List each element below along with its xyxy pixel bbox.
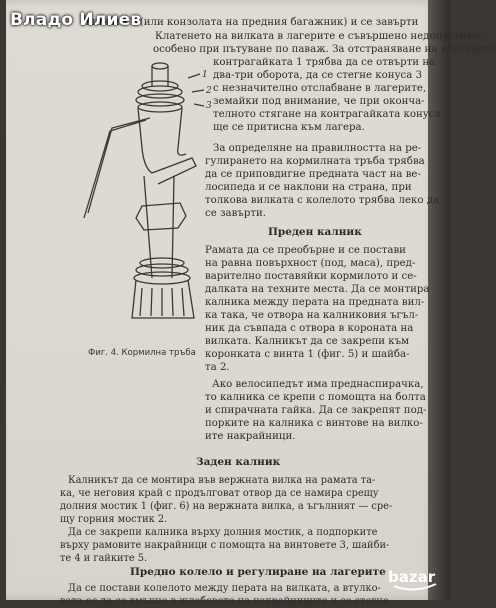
figure-label: 2 bbox=[206, 86, 212, 96]
text-line: се завърти. bbox=[205, 208, 267, 219]
section-heading-front-wheel: Предно колело и регулиране на лагерите bbox=[130, 566, 386, 578]
text-line: ка, че неговия край с продълговат отвор да се намира срещу bbox=[60, 488, 379, 499]
text-line: и спирачната гайка. Да се закрепят под- bbox=[205, 405, 427, 416]
text-line: коронката с винта 1 (фиг. 5) и шайба- bbox=[205, 349, 410, 360]
section-heading-front-fender: Преден калник bbox=[268, 226, 362, 238]
text-line: Калникът да се монтира във вержната вилка на рамата та- bbox=[68, 475, 376, 486]
text-line: За определяне на правилността на ре- bbox=[213, 143, 422, 154]
figure-caption: Фиг. 4. Кормилна тръба bbox=[88, 348, 196, 358]
text-line: вата ос да се вмъкне в жлебовете на накрайниците и се стегне bbox=[60, 596, 389, 607]
seller-watermark: Владо Илиев bbox=[10, 10, 142, 30]
text-line: на равна повърхност (под, маса), пред- bbox=[205, 258, 416, 269]
text-line: Рамата да се преобърне и се постави bbox=[205, 245, 406, 256]
text-line: Клатенето на вилката в лагерите е съвършено недопустимо, bbox=[155, 31, 484, 42]
bazar-logo-icon bbox=[386, 556, 446, 596]
page-edge bbox=[428, 0, 450, 600]
text-line: телното стягане на контрагайката конуса bbox=[213, 109, 441, 120]
text-line: щу горния мостик 2. bbox=[60, 514, 168, 525]
text-line: та 2. bbox=[205, 362, 230, 373]
text-line: далката на техните места. Да се монтира bbox=[205, 284, 430, 295]
text-line: гулирането на кормилната тръба трябва bbox=[205, 156, 425, 167]
text-line: лосипеда и се наклони на страна, при bbox=[205, 182, 412, 193]
figure-label: 3 bbox=[206, 101, 212, 111]
text-line: ник да съвпада с отвора в короната на bbox=[205, 323, 414, 334]
text-line: да се приповдигне предната част на ве- bbox=[205, 169, 421, 180]
text-line: ка така, че отвора на калниковия ъгъл- bbox=[205, 310, 419, 321]
text-line: два-три оборота, да се стегне конуса 3 bbox=[213, 70, 423, 81]
text-line: Да се постави колелото между перата на вилката, а втулко- bbox=[68, 583, 381, 594]
section-heading-rear-fender: Заден калник bbox=[196, 456, 281, 468]
text-line: ите накрайници. bbox=[205, 431, 296, 442]
text-line: вилката. Калникът да се закрепи към bbox=[205, 336, 410, 347]
text-line: Ако велосипедът има преднаспирачка, bbox=[212, 379, 424, 390]
text-line: земайки под внимание, че при оконча- bbox=[213, 96, 425, 107]
text-line: калника между перата на предната вил- bbox=[205, 297, 425, 308]
text-line: толкова вилката с колелото трябва леко да bbox=[205, 195, 440, 206]
text-line: шината 2 (или конзолата на предния багажник) и се завърти bbox=[86, 17, 419, 28]
figure-label: 1 bbox=[202, 70, 208, 80]
svg-text:bazar: bazar bbox=[388, 568, 436, 586]
text-line: варително поставяйки кормилото и се- bbox=[205, 271, 417, 282]
text-line: Да се закрепи калника върху долния мостик, а подпорките bbox=[68, 527, 378, 538]
text-line: долния мостик 1 (фиг. 6) на вержната вилка, а ъгълният — сре- bbox=[60, 501, 393, 512]
text-line: то калника се крепи с помощта на болта bbox=[205, 392, 426, 403]
text-line: контрагайката 1 трябва да се отвърти на bbox=[213, 57, 436, 68]
text-line: порките на калника с винтове на вилко- bbox=[205, 418, 423, 429]
text-line: особено при пътуване по паваж. За отстраняване на клатенето bbox=[153, 44, 496, 55]
steering-tube-figure bbox=[82, 58, 212, 343]
text-line: върху рамовите накрайници с помощта на винтовете 3, шайби- bbox=[60, 540, 390, 551]
text-line: ще се притисна към лагера. bbox=[213, 122, 365, 133]
text-line: те 4 и гайките 5. bbox=[60, 553, 148, 564]
text-line: с незначително отслабване в лагерите, bbox=[213, 83, 427, 94]
